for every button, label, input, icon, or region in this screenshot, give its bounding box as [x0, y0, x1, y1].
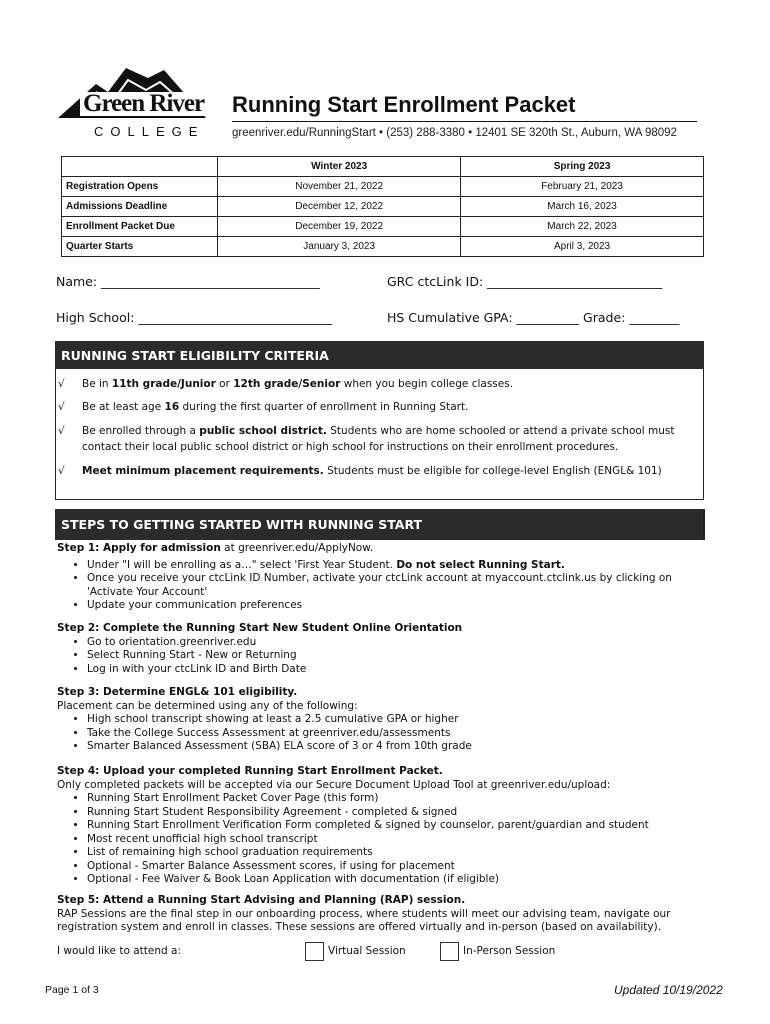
spring-date: March 22, 2023 — [461, 217, 704, 237]
list-item: • Running Start Enrollment Packet Cover Page (this form) — [87, 792, 717, 806]
step-1: Step 1: Apply for admission at greenriver.edu/ApplyNow. • Under "I will be enrolling as a…" select 'First Year Student. Do not select Running Start. • Once you receive your ctcLink ID Number, activate your ctcLink account at myaccount.ctclink.us by clicking on 'Activate Your Account' • Update your communication preferences — [57, 542, 707, 613]
contact-line: greenriver.edu/RunningStart • (253) 288-3380 • 12401 SE 320th St., Auburn, WA 98092 — [232, 127, 677, 139]
steps-heading: STEPS TO GETTING STARTED WITH RUNNING START — [55, 509, 704, 540]
step-title: Step 1: Apply for admission — [57, 542, 221, 554]
criteria-item: √ Be enrolled through a public school district. Students who are home schooled or attend a private school must contact their local public school district or high school for instructions on their enrollment procedures. — [58, 425, 675, 453]
step-4 — [57, 765, 717, 887]
step-title: Step 3: Determine ENGL& 101 eligibility. — [57, 686, 298, 698]
list-item: • Update your communication preferences — [87, 599, 707, 613]
spring-date: March 16, 2023 — [461, 197, 704, 217]
ctclink-id-field[interactable]: GRC ctcLink ID: ____________________________ — [387, 274, 663, 289]
list-item: • Running Start Student Responsibility Agreement - completed & signed — [87, 806, 717, 820]
spring-date: April 3, 2023 — [461, 237, 704, 257]
winter-date: November 21, 2022 — [218, 177, 461, 197]
step-3 — [57, 686, 707, 754]
checkmark-icon: √ — [58, 378, 65, 390]
table-row — [62, 217, 704, 237]
row-label: Admissions Deadline — [62, 197, 218, 217]
list-item: • Under "I will be enrolling as a…" select 'First Year Student. Do not select Running Start. — [87, 559, 707, 573]
list-item: • Running Start Enrollment Verification Form completed & signed by counselor, parent/guardian and student — [87, 819, 717, 833]
winter-date: December 19, 2022 — [218, 217, 461, 237]
steps-heading-edge — [703, 509, 705, 540]
list-item: • Once you receive your ctcLink ID Number, activate your ctcLink account at myaccount.ctclink.us by clicking on 'Activate Your Account' — [87, 572, 707, 599]
row-label: Quarter Starts — [62, 237, 218, 257]
name-field[interactable]: Name: ___________________________________ — [56, 274, 320, 289]
winter-date: January 3, 2023 — [218, 237, 461, 257]
criteria-item: √ Meet minimum placement requirements. Students must be eligible for college-level English (ENGL& 101) — [58, 465, 662, 477]
criteria-item: √ Be at least age 16 during the first quarter of enrollment in Running Start. — [58, 401, 469, 413]
dates-table — [61, 156, 704, 257]
college-logo — [56, 62, 216, 142]
table-header-spring: Spring 2023 — [461, 157, 704, 177]
criteria-item: √ Be in 11th grade/Junior or 12th grade/Senior when you begin college classes. — [58, 378, 514, 390]
page-title: Running Start Enrollment Packet — [232, 92, 576, 117]
list-item: • Select Running Start - New or Returning — [87, 649, 707, 663]
list-item: • Optional - Smarter Balance Assessment scores, if using for placement — [87, 860, 717, 874]
step-title: Step 2: Complete the Running Start New Student Online Orientation — [57, 622, 463, 634]
updated-date: Updated 10/19/2022 — [614, 983, 723, 997]
step-2 — [57, 622, 707, 676]
step-body: RAP Sessions are the final step in our onboarding process, where students will meet our advising team, navigate our registration system and enroll in classes. These sessions are offered virtually and in-person (based on availability). — [57, 907, 671, 933]
checkmark-icon: √ — [58, 401, 65, 413]
list-item: • List of remaining high school graduation requirements — [87, 846, 717, 860]
eligibility-heading: RUNNING START ELIGIBILITY CRITERIA — [55, 341, 704, 369]
list-item: • Most recent unofficial high school transcript — [87, 833, 717, 847]
list-item: • Smarter Balanced Assessment (SBA) ELA score of 3 or 4 from 10th grade — [87, 740, 707, 754]
step-intro: Only completed packets will be accepted via our Secure Document Upload Tool at greenriver.edu/upload: — [57, 778, 611, 791]
step-5 — [57, 894, 697, 935]
list-item: • Take the College Success Assessment at greenriver.edu/assessments — [87, 727, 707, 741]
high-school-field[interactable]: High School: _______________________________ — [56, 310, 333, 325]
table-row — [62, 237, 704, 257]
title-divider — [232, 121, 697, 122]
list-item: • Optional - Fee Waiver & Book Loan Application with documentation (if eligible) — [87, 873, 717, 887]
table-header-blank — [62, 157, 218, 177]
step-title: Step 5: Attend a Running Start Advising and Planning (RAP) session. — [57, 894, 466, 906]
in-person-session-label: In-Person Session — [463, 945, 556, 957]
attend-label: I would like to attend a: — [57, 945, 181, 957]
winter-date: December 12, 2022 — [218, 197, 461, 217]
logo-name: Green River — [80, 92, 207, 116]
checkmark-icon: √ — [58, 425, 65, 437]
in-person-session-checkbox[interactable] — [440, 942, 459, 961]
gpa-grade-field[interactable]: HS Cumulative GPA: __________ Grade: ________ — [387, 310, 680, 325]
step-title: Step 4: Upload your completed Running Start Enrollment Packet. — [57, 765, 443, 777]
list-item: • High school transcript showing at least a 2.5 cumulative GPA or higher — [87, 713, 707, 727]
row-label: Enrollment Packet Due — [62, 217, 218, 237]
spring-date: February 21, 2023 — [461, 177, 704, 197]
list-item: • Log in with your ctcLink ID and Birth Date — [87, 663, 707, 677]
page-number: Page 1 of 3 — [45, 984, 99, 996]
list-item: • Go to orientation.greenriver.edu — [87, 636, 707, 650]
table-row — [62, 177, 704, 197]
table-row — [62, 197, 704, 217]
checkmark-icon: √ — [58, 465, 65, 477]
table-header-row — [62, 157, 704, 177]
table-header-winter: Winter 2023 — [218, 157, 461, 177]
logo-college: COLLEGE — [94, 124, 205, 139]
virtual-session-label: Virtual Session — [328, 945, 406, 957]
virtual-session-checkbox[interactable] — [305, 942, 324, 961]
row-label: Registration Opens — [62, 177, 218, 197]
step-intro: Placement can be determined using any of the following: — [57, 699, 358, 712]
